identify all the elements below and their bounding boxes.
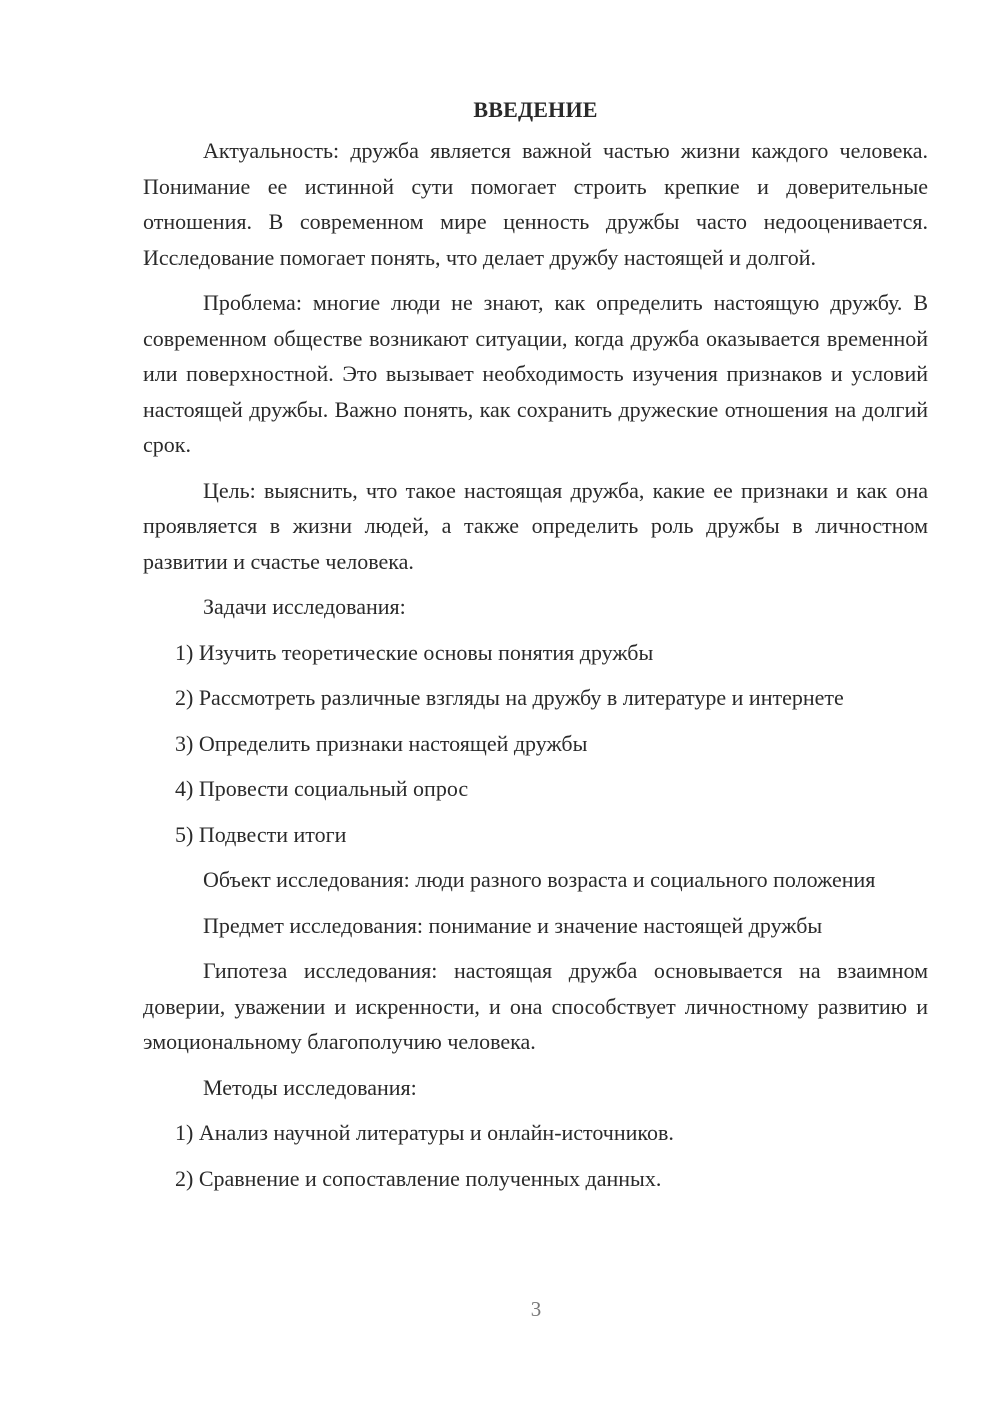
- method-item-1: 1) Анализ научной литературы и онлайн-источников.: [175, 1120, 674, 1145]
- task-item-3: 3) Определить признаки настоящей дружбы: [175, 730, 588, 756]
- method-item-2: 2) Сравнение и сопоставление полученных данных.: [175, 1165, 662, 1191]
- object-paragraph: Объект исследования: люди разного возраста и социального положения: [203, 867, 876, 892]
- document-page: [143, 92, 928, 1206]
- methods-heading: Методы исследования:: [203, 1074, 417, 1100]
- task-item-4: 4) Провести социальный опрос: [175, 776, 469, 801]
- task-item-1: 1) Изучить теоретические основы понятия дружбы: [175, 639, 654, 665]
- goal-paragraph: Цель: выяснить, что такое настоящая дружба, какие ее признаки и как она проявляется в жизни людей, а также определить роль дружбы в личностном развитии и счастье человека.: [143, 477, 928, 574]
- page-number: 3: [530, 1297, 542, 1321]
- task-item-2: 2) Рассмотреть различные взгляды на дружбу в литературе и интернете: [175, 685, 844, 710]
- subject-paragraph: Предмет исследования: понимание и значение настоящей дружбы: [203, 912, 823, 938]
- relevance-paragraph: Актуальность: дружба является важной частью жизни каждого человека. Понимание ее истинной сути помогает строить крепкие и доверительные отношения. В современном мире ценность дружбы часто недооценивается. Исследование помогает понять, что делает дружбу настоящей и долгой.: [143, 138, 928, 270]
- task-item-5: 5) Подвести итоги: [175, 821, 347, 847]
- hypothesis-paragraph: Гипотеза исследования: настоящая дружба основывается на взаимном доверии, уважении и искренности, и она способствует личностному развитию и эмоциональному благополучию человека.: [143, 958, 928, 1054]
- tasks-heading: Задачи исследования:: [203, 594, 406, 619]
- document-title: ВВЕДЕНИЕ: [473, 97, 598, 122]
- problem-paragraph: Проблема: многие люди не знают, как определить настоящую дружбу. В современном обществе возникают ситуации, когда дружба оказывается временной или поверхностной. Это вызывает необходимость изучения признаков и условий настоящей дружбы. Важно понять, как сохранить дружеские отношения на долгий срок.: [143, 290, 928, 457]
